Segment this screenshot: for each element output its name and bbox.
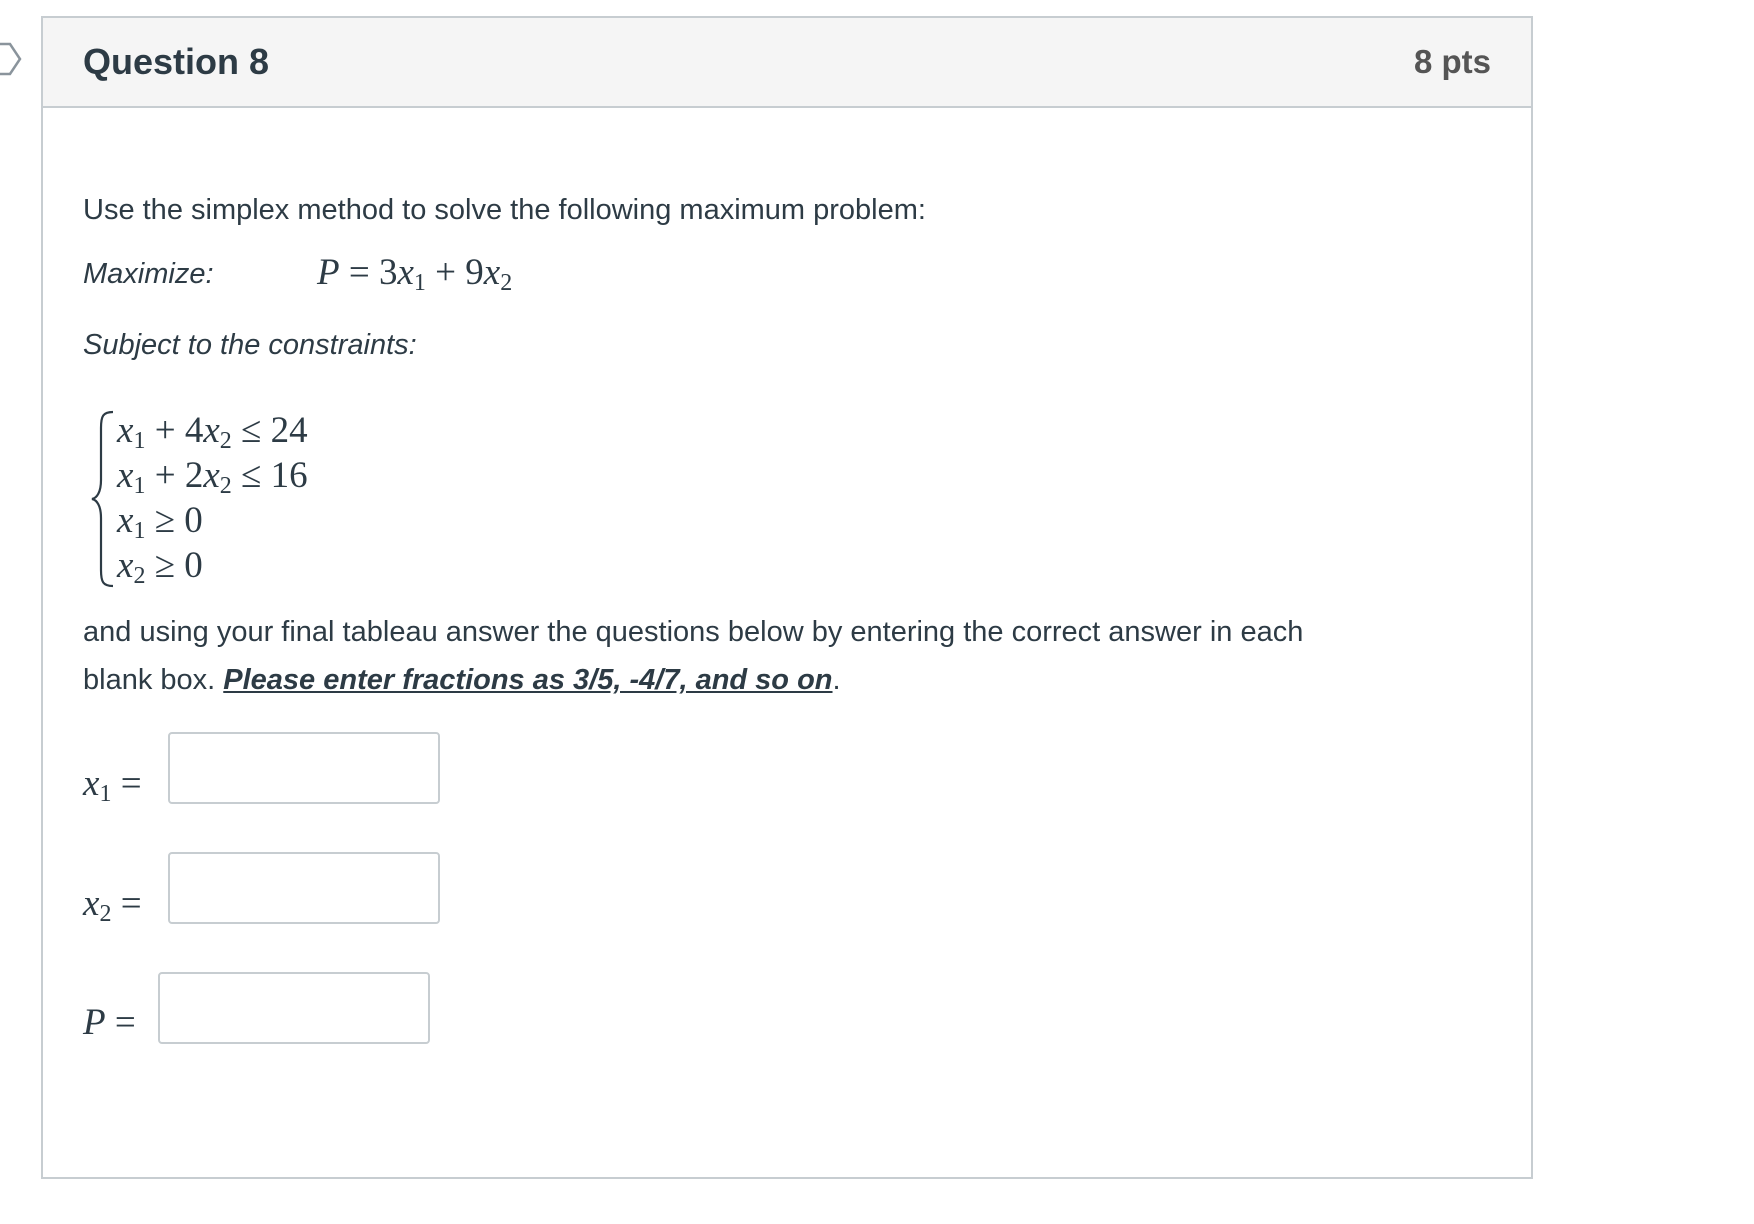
constraint-row: $x_1 \ge 0$ xyxy=(117,500,203,544)
constraint-row: $x_1 + 4x_2 \le 24$ xyxy=(117,410,308,454)
question-title: Question 8 xyxy=(83,41,270,82)
constraint-row: $x_2 \ge 0$ xyxy=(117,545,203,589)
constraint-brace xyxy=(91,410,115,588)
answer-label-p: P = xyxy=(83,1002,136,1043)
constraints-label: Subject to the constraints: xyxy=(83,329,417,361)
instructions-line-2: blank box. Please enter fractions as 3/5, -4/7, and so on. xyxy=(83,664,841,696)
answer-input-p[interactable] xyxy=(158,972,430,1044)
answer-label-x1: $x_1$ = xyxy=(83,763,142,807)
objective-function: $P = 3x_1 + 9x_2$ xyxy=(317,252,513,296)
question-intro: Use the simplex method to solve the following maximum problem: xyxy=(83,194,926,226)
answer-input-x1[interactable] xyxy=(168,732,440,804)
question-points: 8 pts xyxy=(1413,43,1491,80)
bookmark-icon[interactable] xyxy=(0,42,22,76)
question-header xyxy=(43,18,1531,108)
answer-label-x2: $x_2$ = xyxy=(83,883,142,927)
maximize-label: Maximize: xyxy=(83,258,214,290)
answer-input-x2[interactable] xyxy=(168,852,440,924)
constraint-row: $x_1 + 2x_2 \le 16$ xyxy=(117,455,308,499)
fraction-format-note: Please enter fractions as 3/5, -4/7, and so on xyxy=(223,664,833,696)
instructions-line-1: and using your final tableau answer the questions below by entering the correct answer in each xyxy=(83,616,1304,648)
question-card xyxy=(41,16,1533,1179)
